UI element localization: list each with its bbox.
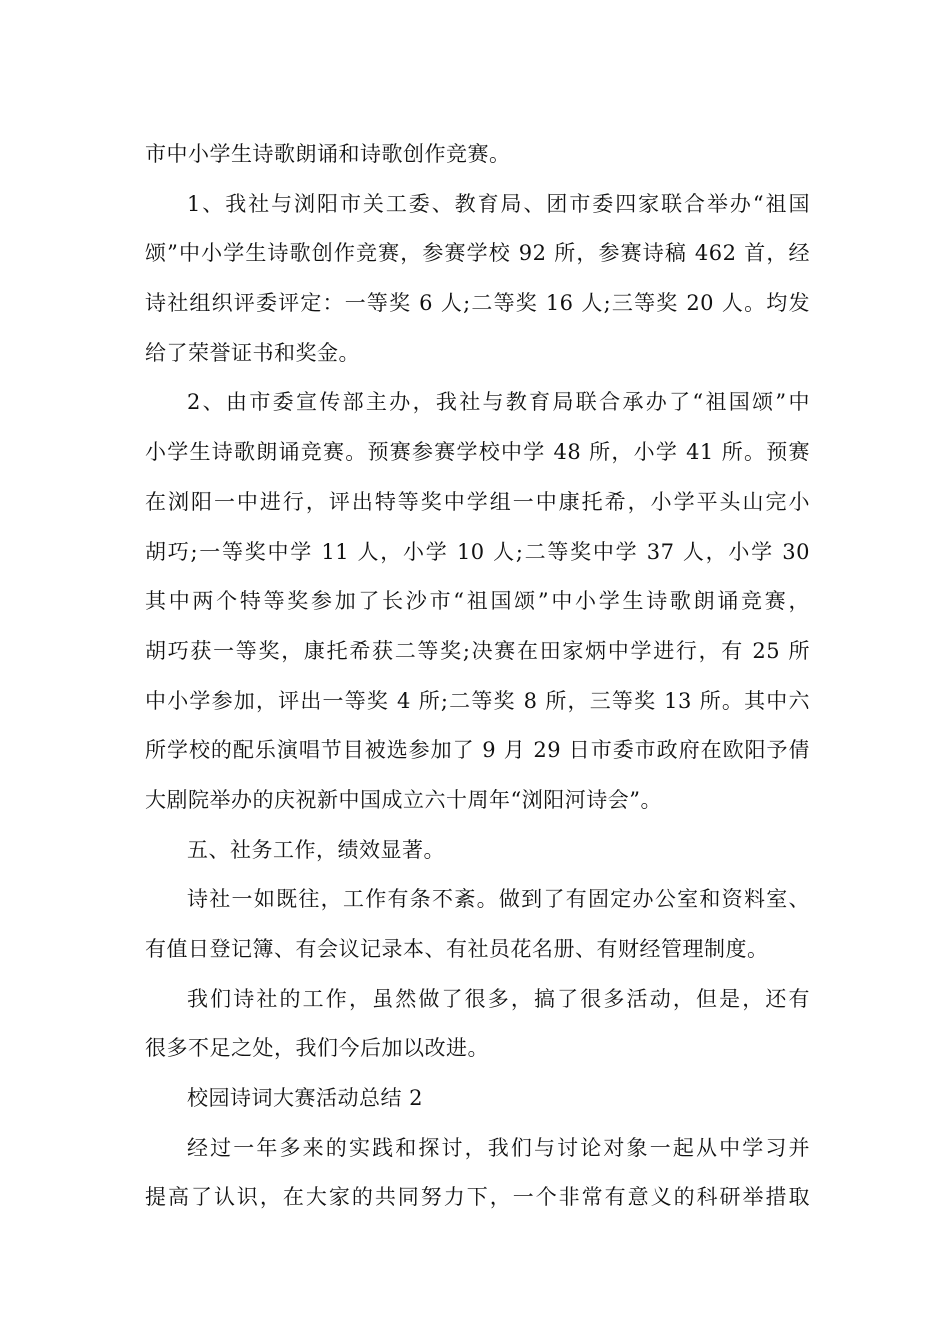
section-heading: 五、社务工作，绩效显著。	[187, 837, 445, 862]
text-line: 大剧院举办的庆祝新中国成立六十周年“浏阳河诗会”。	[145, 787, 662, 812]
text-line: 市中小学生诗歌朗诵和诗歌创作竞赛。	[145, 142, 511, 166]
document-body	[145, 130, 810, 1223]
text-line: 给了荣誉证书和奖金。	[145, 340, 360, 365]
text-line: 所学校的配乐演唱节目被选参加了 9 月 29 日市委市政府在欧阳予倩	[145, 738, 810, 763]
text-line: 颂”中小学生诗歌创作竞赛，参赛学校 92 所，参赛诗稿 462 首，经	[145, 241, 810, 266]
text-line: 诗社组织评委评定：一等奖 6 人;二等奖 16 人;三等奖 20 人。均发	[145, 291, 810, 316]
text-line: 2、由市委宣传部主办，我社与教育局联合承办了“祖国颂”中	[187, 390, 810, 415]
text-line: 小学生诗歌朗诵竞赛。预赛参赛学校中学 48 所，小学 41 所。预赛	[145, 440, 810, 465]
text-line: 我们诗社的工作，虽然做了很多，搞了很多活动，但是，还有	[187, 986, 810, 1011]
text-line: 中小学参加，评出一等奖 4 所;二等奖 8 所，三等奖 13 所。其中六	[145, 688, 810, 713]
text-line: 诗社一如既往，工作有条不紊。做到了有固定办公室和资料室、	[187, 887, 810, 912]
text-line: 在浏阳一中进行，评出特等奖中学组一中康托希，小学平头山完小	[145, 489, 810, 514]
section-title: 校园诗词大赛活动总结 2	[187, 1086, 424, 1111]
text-line: 胡巧;一等奖中学 11 人，小学 10 人;二等奖中学 37 人，小学 30	[145, 539, 810, 564]
text-line: 有值日登记簿、有会议记录本、有社员花名册、有财经管理制度。	[145, 937, 769, 961]
text-line: 1、我社与浏阳市关工委、教育局、团市委四家联合举办“祖国	[187, 191, 810, 216]
text-line: 其中两个特等奖参加了长沙市“祖国颂”中小学生诗歌朗诵竞赛，	[145, 589, 810, 614]
text-line: 很多不足之处，我们今后加以改进。	[145, 1036, 489, 1061]
text-line: 提高了认识，在大家的共同努力下，一个非常有意义的科研举措取	[145, 1185, 810, 1210]
text-line: 经过一年多来的实践和探讨，我们与讨论对象一起从中学习并	[187, 1135, 810, 1160]
text-line: 胡巧获一等奖，康托希获二等奖;决赛在田家炳中学进行，有 25 所	[145, 638, 810, 663]
